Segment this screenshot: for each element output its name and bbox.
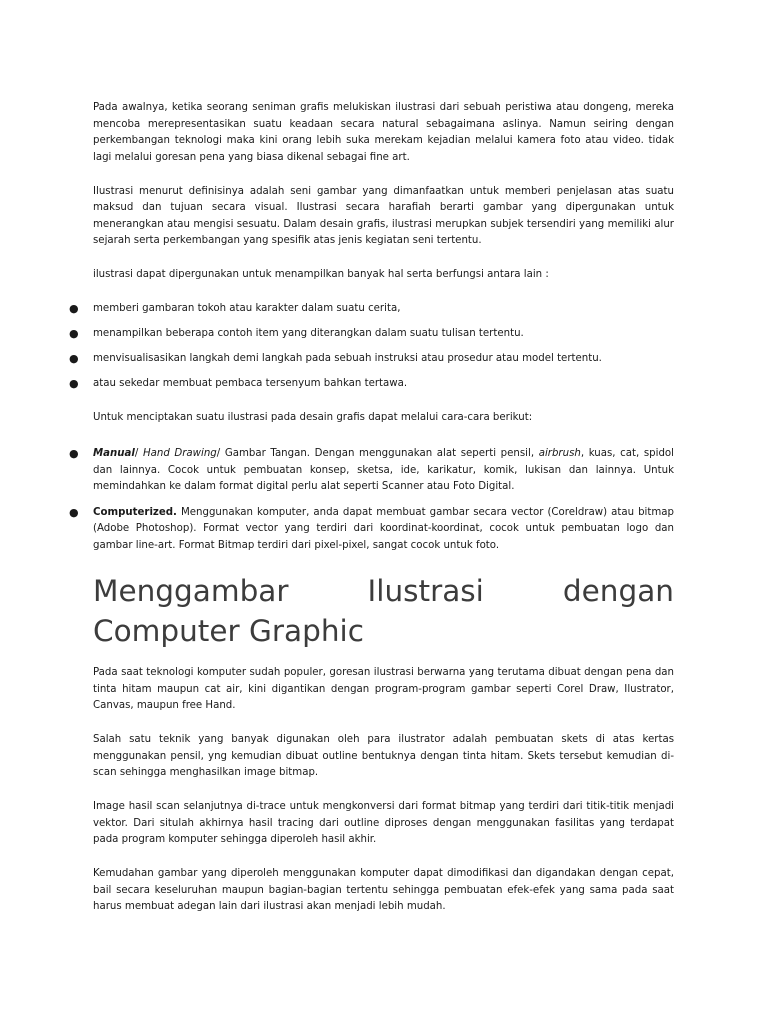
separator: / (216, 448, 221, 459)
body-paragraph-1: Pada saat teknologi komputer sudah populer, goresan ilustrasi berwarna yang terutama dibuat dengan pena dan tinta hitam maupun cat air, kini digantikan dengan program-program gambar seperti Corel Draw, Ilustrator, Canvas, maupun free Hand. (93, 667, 674, 711)
body-paragraph-2: Salah satu teknik yang banyak digunakan oleh para ilustrator adalah pembuatan skets di atas kertas menggunakan pensil, yng kemudian dibuat outline bentuknya dengan tinta hitam. Skets tersebut kemudian di-scan sehingga menghasilkan image bitmap. (93, 734, 674, 778)
bullet-icon: ● (69, 447, 79, 460)
bullet-icon: ● (69, 327, 79, 340)
list-item (69, 326, 674, 343)
method-text: Menggunakan komputer, anda dapat membuat gambar secara vector (Coreldraw) atau bitmap (Adobe Photoshop). Format vector yang terdiri dari koordinat-koordinat, cocok untuk pembuatan logo dan gambar line-art. Format Bitmap terdiri dari pixel-pixel, sangat cocok untuk foto. (93, 506, 674, 551)
methods-intro: Untuk menciptakan suatu ilustrasi pada desain grafis dapat melalui cara-cara berikut: (93, 411, 533, 423)
list-item-text: menvisualisasikan langkah demi langkah pada sebuah instruksi atau prosedur atau model tertentu. (93, 353, 602, 364)
list-item-text: menampilkan beberapa contoh item yang diterangkan dalam suatu tulisan tertentu. (93, 328, 524, 339)
bullet-icon: ● (69, 505, 79, 519)
methods-list (69, 446, 674, 554)
method-text: , kuas, cat, spidol dan lainnya. Cocok untuk pembuatan konsep, sketsa, ide, karikatur, komik, lukisan dan lainnya. Untuk memindahkan ke dalam format digital perlu alat seperti Scanner atau Foto Digital. (93, 448, 674, 492)
list-item (69, 376, 674, 393)
method-computerized (69, 505, 674, 555)
document-body (69, 100, 674, 933)
list-item (69, 351, 674, 368)
heading-word: Ilustrasi (367, 574, 484, 608)
list-item-text: memberi gambaran tokoh atau karakter dalam suatu cerita, (93, 303, 401, 314)
intro-paragraph-1: Pada awalnya, ketika seorang seniman grafis melukiskan ilustrasi dari sebuah peristiwa atau dongeng, mereka mencoba merepresentasikan suatu keadaan secara natural sebagaimana aslinya. Namun seiring dengan perkembangan teknologi maka kini orang lebih suka merekam kejadian melalui kamera foto atau video. tidak lagi melalui goresan pena yang biasa dikenal sebagai fine art. (93, 102, 674, 163)
list-item-text: atau sekedar membuat pembaca tersenyum bahkan tertawa. (93, 378, 408, 389)
bullet-icon: ● (69, 377, 79, 390)
intro-paragraph-3: ilustrasi dapat dipergunakan untuk menampilkan banyak hal serta berfungsi antara lain : (93, 269, 549, 280)
body-paragraph-3: Image hasil scan selanjutnya di-trace untuk mengkonversi dari format bitmap yang terdiri dari titik-titik menjadi vektor. Dari situlah akhirnya hasil tracing dari outline diproses dengan menggunakan fasilitas yang terdapat pada program komputer sehingga diperoleh hasil akhir. (93, 801, 674, 845)
heading-word: Menggambar (93, 574, 289, 608)
method-manual (69, 446, 674, 496)
method-term: Manual (93, 448, 135, 459)
method-term: Computerized. (93, 506, 177, 518)
method-term-alt: Hand Drawing (142, 448, 217, 459)
bullet-icon: ● (69, 302, 79, 315)
functions-list (69, 301, 674, 393)
heading-line-1 (93, 571, 674, 611)
heading-word: dengan (562, 574, 674, 608)
section-heading (93, 571, 674, 651)
body-paragraph-4: Kemudahan gambar yang diperoleh menggunakan komputer dapat dimodifikasi dan digandakan dengan cepat, bail secara keseluruhan maupun bagian-bagian tertentu sehingga pembuatan efek-efek yang sama pada saat harus membuat adegan lain dari ilustrasi akan menjadi lebih mudah. (93, 868, 674, 912)
heading-line-2: Computer Graphic (93, 614, 364, 648)
list-item (69, 301, 674, 318)
method-text: Gambar Tangan. Dengan menggunakan alat seperti pensil, (220, 448, 539, 459)
bullet-icon: ● (69, 352, 79, 365)
intro-paragraph-2: Ilustrasi menurut definisinya adalah seni gambar yang dimanfaatkan untuk memberi penjelasan atas suatu maksud dan tujuan secara visual. Ilustrasi secara harafiah berarti gambar yang dipergunakan untuk menerangkan atau mengisi sesuatu. Dalam desain grafis, ilustrasi merupkan subjek tersendiri yang memiliki alur sejarah serta perkembangan yang spesifik atas jenis kegiatan seni tertentu. (93, 185, 674, 246)
method-term-airbrush: airbrush (538, 448, 581, 459)
separator: / (134, 448, 143, 459)
